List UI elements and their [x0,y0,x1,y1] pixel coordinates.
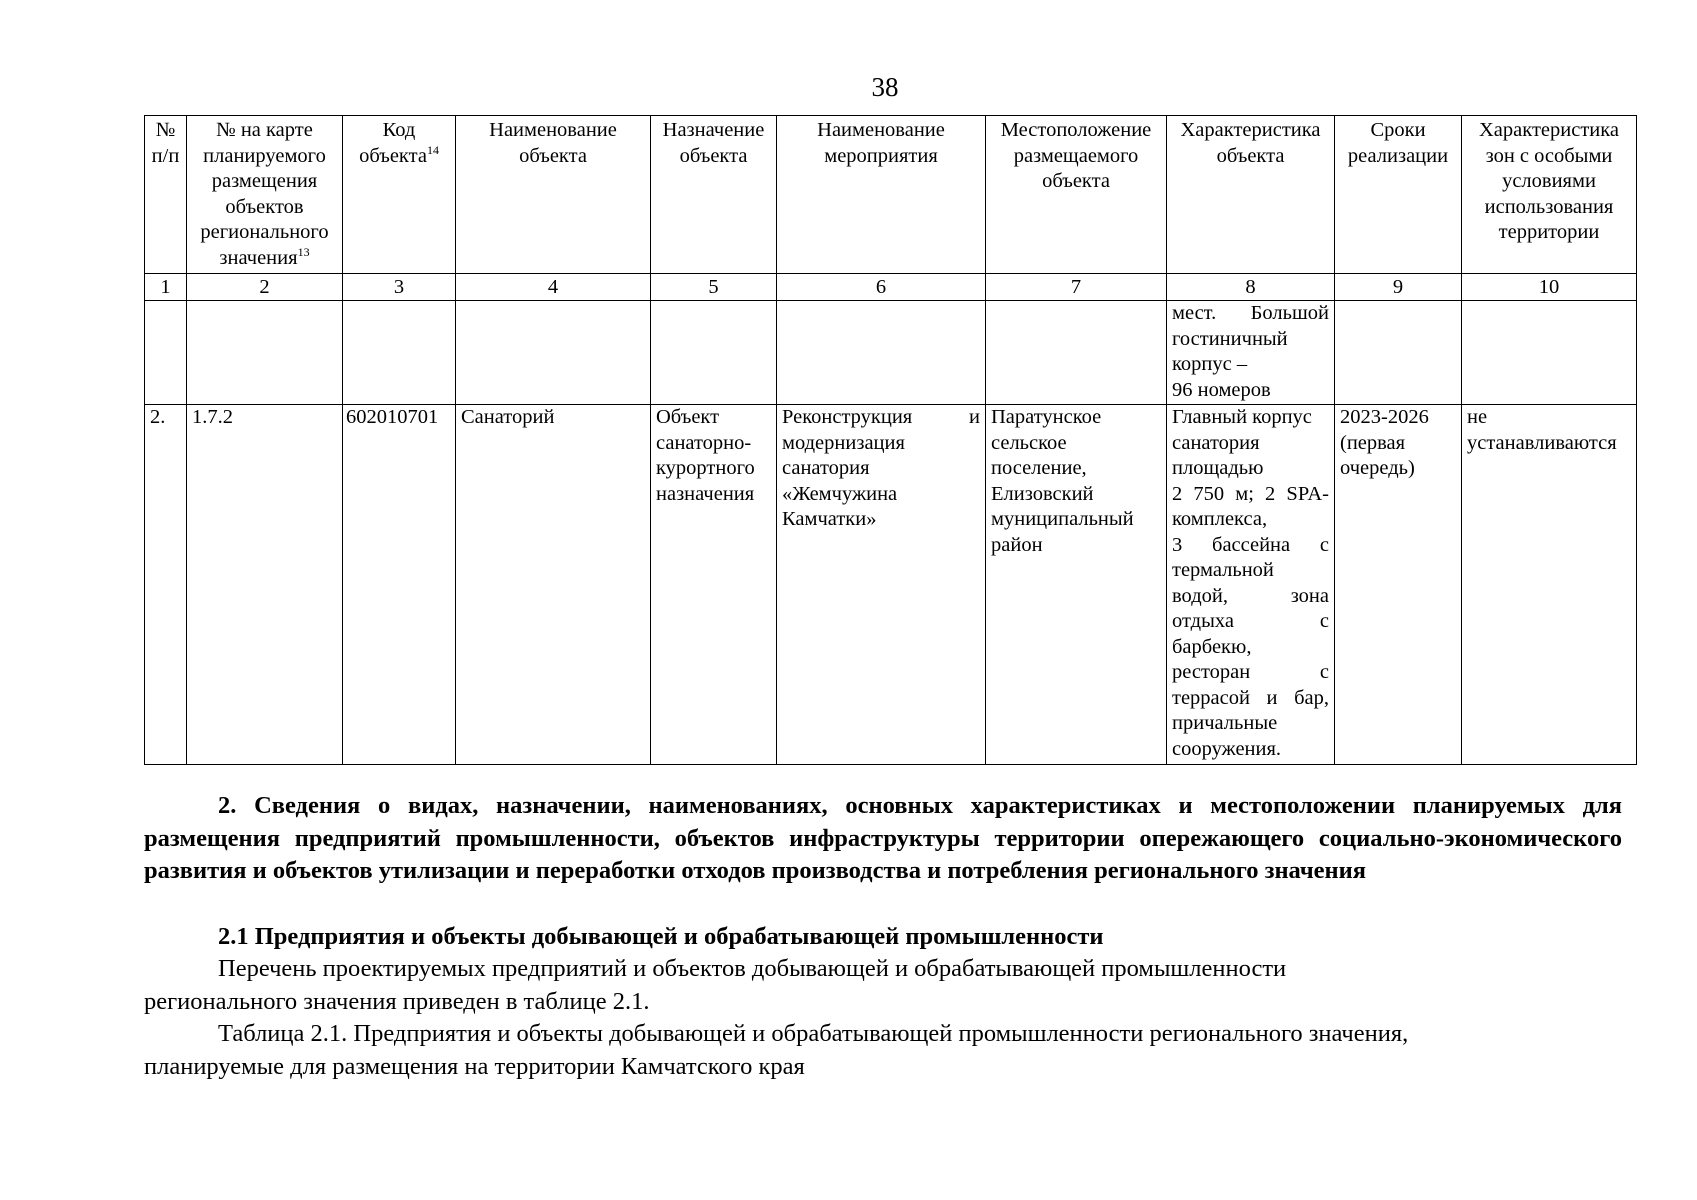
object-name-cell: Санаторий [456,405,651,765]
location-cell: Паратунское сельское поселение, Елизовский муниципальный район [986,405,1167,765]
table-row [145,405,1637,765]
column-number: 4 [456,274,651,301]
page-number: 38 [871,72,899,102]
section-heading: 2. Сведения о видах, назначении, наименованиях, основных характеристиках и местоположении планируемых для размещения предприятий промышленности, объектов инфраструктуры территории опережающего социально-экономического развития и объектов утилизации и переработки отходов производства и потребления регионального значения [144,792,1622,884]
header-cell-map-number: № на карте планируемого размещения объектов регионального значения$^{13}$ [187,116,343,274]
column-number: 5 [651,274,777,301]
header-cell-special-zones: Характеристика зон с особыми условиями использования территории [1462,116,1637,274]
column-number: 6 [777,274,986,301]
row-number-cell: 2. [145,405,187,765]
header-cell-purpose: Назначение объекта [651,116,777,274]
header-cell-characteristics: Характеристика объекта [1167,116,1335,274]
column-number: 3 [343,274,456,301]
column-number: 1 [145,274,187,301]
column-number: 2 [187,274,343,301]
purpose-cell: Объект санаторно- курортного назначения [651,405,777,765]
measure-name-cell: Реконструкция и модернизация санатория «Жемчужина Камчатки» [777,405,986,765]
footnote-ref-13: 13 [297,244,310,259]
header-cell-timeline: Сроки реализации [1335,116,1462,274]
header-cell-object-name: Наименование объекта [456,116,651,274]
timeline-cell: 2023-2026 (первая очередь) [1335,405,1462,765]
column-number: 10 [1462,274,1637,301]
column-number: 7 [986,274,1167,301]
special-zones-cell: не устанавливаются [1462,405,1637,765]
intro-paragraph: Перечень проектируемых предприятий и объектов добывающей и обрабатывающей промышленности регионального значения приведен в таблице 2.1. [144,955,1287,1015]
column-number: 8 [1167,274,1335,301]
objects-table [144,115,1637,765]
table-row [145,301,1637,405]
table-header-row [145,116,1637,274]
map-number-cell: 1.7.2 [187,405,343,765]
subsection-heading: 2.1 Предприятия и объекты добывающей и обрабатывающей промышленности [218,923,1104,950]
column-number-row [145,274,1637,301]
column-number: 9 [1335,274,1462,301]
header-cell-object-code: Код объекта$^{14}$ [343,116,456,274]
object-code-cell: 602010701 [343,405,456,765]
header-cell-location: Местоположение размещаемого объекта [986,116,1167,274]
characteristics-cell-continued: мест. Большой гостиничный корпус – 96 номеров [1167,301,1335,405]
header-cell-number: № п/п [145,116,187,274]
characteristics-cell: Главный корпус санатория площадью 2 750 м; 2 SPA- комплекса, 3 бассейна с термальной водой, зона отдыха с барбекю, ресторан с террасой и бар, причальные сооружения. [1167,405,1335,765]
footnote-ref-14: 14 [426,142,439,157]
header-cell-measure-name: Наименование мероприятия [777,116,986,274]
table-caption: Таблица 2.1. Предприятия и объекты добывающей и обрабатывающей промышленности регионального значения, планируемые для размещения на территории Камчатского края [144,1020,1409,1080]
